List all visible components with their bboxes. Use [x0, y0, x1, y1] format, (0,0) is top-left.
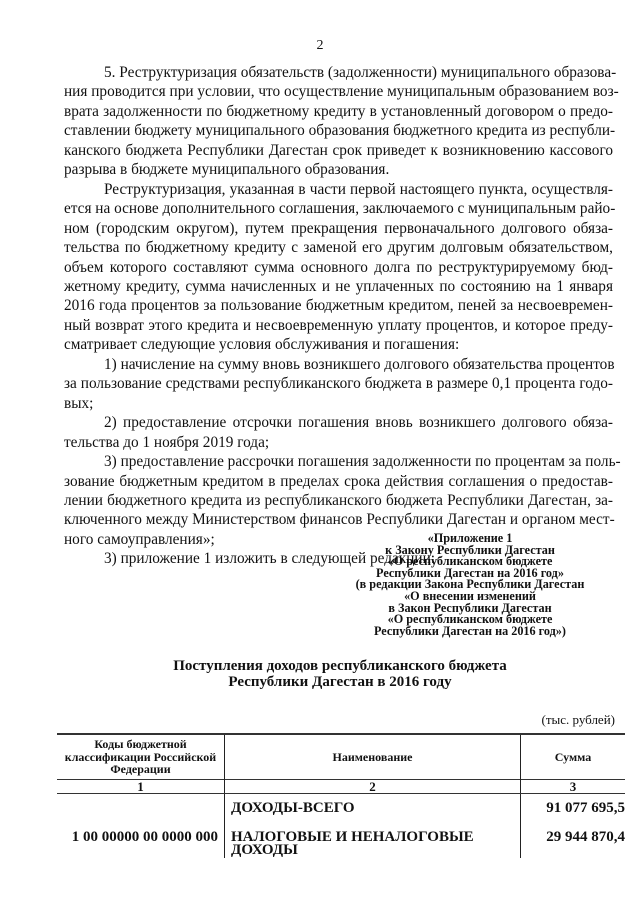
paragraph-line: канского бюджета Республики Дагестан срок приведет к возникновению кассового: [64, 141, 613, 159]
paragraph-line: 5. Реструктуризация обязательств (задолженности) муниципального образова-: [104, 64, 617, 81]
document-body: [64, 63, 621, 569]
appendix-header: [330, 533, 610, 637]
table-title-line: Республики Дагестан в 2016 году: [228, 673, 452, 690]
appendix-header-line: в Закон Республики Дагестан: [388, 600, 552, 615]
paragraph-line: 2016 года процентов за пользование бюджетным кредитом, пеней за несвоевремен-: [64, 297, 613, 315]
appendix-header-line: «Приложение 1: [427, 531, 513, 545]
revenue-table: [57, 733, 625, 858]
row-sum: 91 077 695,5: [546, 799, 625, 816]
column-number-row: [57, 779, 625, 793]
paragraph-line: тельства по бюджетному кредиту с заменой его другим долговым обязательством,: [64, 239, 613, 257]
appendix-header-line: Республики Дагестан на 2016 год»): [374, 623, 566, 638]
paragraph-line: ется на основе дополнительного соглашения, заключаемого с муниципальным райо-: [64, 200, 616, 218]
paragraph-line: ного самоуправления»;: [64, 530, 215, 548]
row-name: НАЛОГОВЫЕ И НЕНАЛОГОВЫЕ ДОХОДЫ: [225, 819, 521, 858]
paragraph-line: разрыва в бюджете муниципального образования.: [64, 161, 390, 179]
appendix-header-line: (в редакции Закона Республики Дагестан: [355, 577, 585, 592]
paragraph-line: ном (городским округом), путем прекращения первоначального долгового обяза-: [64, 219, 613, 237]
paragraph-line: ния проводится при условии, что осуществление муниципальным образованием воз-: [64, 83, 619, 101]
paragraph-line: лении бюджетного кредита из республиканского бюджета Республики Дагестан, за-: [64, 491, 613, 509]
header-name: Наименование: [225, 734, 521, 779]
row-sum: 29 944 870,4: [546, 828, 625, 845]
paragraph-line: объем которого составляют сумма основного долга по реструктурируемому бюд-: [64, 258, 613, 276]
header-sum: Сумма: [521, 734, 626, 779]
row-code: 1 00 00000 00 0000 000: [57, 819, 225, 858]
paragraph-line: 3) приложение 1 изложить в следующей редакции:: [104, 550, 436, 568]
paragraph-line: вых;: [64, 394, 94, 412]
paragraph-line: ставлении бюджету муниципального образования бюджетного кредита из республи-: [64, 122, 616, 140]
table-row: [57, 819, 625, 858]
paragraph-line: жетному кредиту, сумма начисленных и не уплаченных по состоянию на 1 января: [64, 277, 613, 295]
column-number: 2: [225, 779, 521, 793]
paragraph-line: 3) предоставление рассрочки погашения задолженности по процентам за поль-: [104, 453, 621, 471]
row-code: [57, 793, 225, 819]
table-header-row: [57, 734, 625, 779]
paragraph-line: тельства до 1 ноября 2019 года;: [64, 433, 270, 451]
appendix-header-line: к Закону Республики Дагестан: [385, 542, 555, 557]
paragraph-line: Реструктуризация, указанная в части первой настоящего пункта, осуществля-: [104, 180, 613, 198]
table-title-line: Поступления доходов республиканского бюджета: [173, 658, 507, 674]
appendix-header-line: «О внесении изменений: [404, 588, 536, 603]
header-codes: Коды бюджетной классификации Российской Федерации: [57, 734, 225, 779]
row-name: ДОХОДЫ-ВСЕГО: [225, 793, 521, 819]
table-title: [150, 659, 530, 690]
paragraph-line: сматривает следующие условия обслуживания и погашения:: [64, 336, 460, 354]
table-row: [57, 793, 625, 819]
appendix-header-line: «О республиканском бюджете: [387, 554, 553, 569]
appendix-header-line: «О республиканском бюджете: [387, 612, 553, 627]
page-number: 2: [316, 38, 324, 53]
paragraph-line: ный возврат этого кредита и несвоевременную уплату процентов, и которое преду-: [64, 316, 613, 334]
paragraph-line: за пользование средствами республиканского бюджета в размере 0,1 процента годо-: [64, 375, 613, 393]
paragraph-line: ключенного между Министерством финансов Республики Дагестан и органом мест-: [64, 511, 615, 529]
appendix-header-line: Республики Дагестан на 2016 год»: [376, 565, 564, 580]
paragraph-line: врата задолженности по бюджетному кредиту в установленный договором о предо-: [64, 102, 613, 120]
column-number: 1: [57, 779, 225, 793]
paragraph-line: зование бюджетным кредитом в пределах срока действия соглашения о предостав-: [64, 472, 613, 490]
column-number: 3: [521, 779, 626, 793]
paragraph-line: 1) начисление на сумму вновь возникшего долгового обязательства процентов: [104, 355, 615, 373]
units-label: (тыс. рублей): [541, 712, 615, 727]
paragraph-line: 2) предоставление отсрочки погашения вновь возникшего долгового обяза-: [104, 414, 613, 432]
